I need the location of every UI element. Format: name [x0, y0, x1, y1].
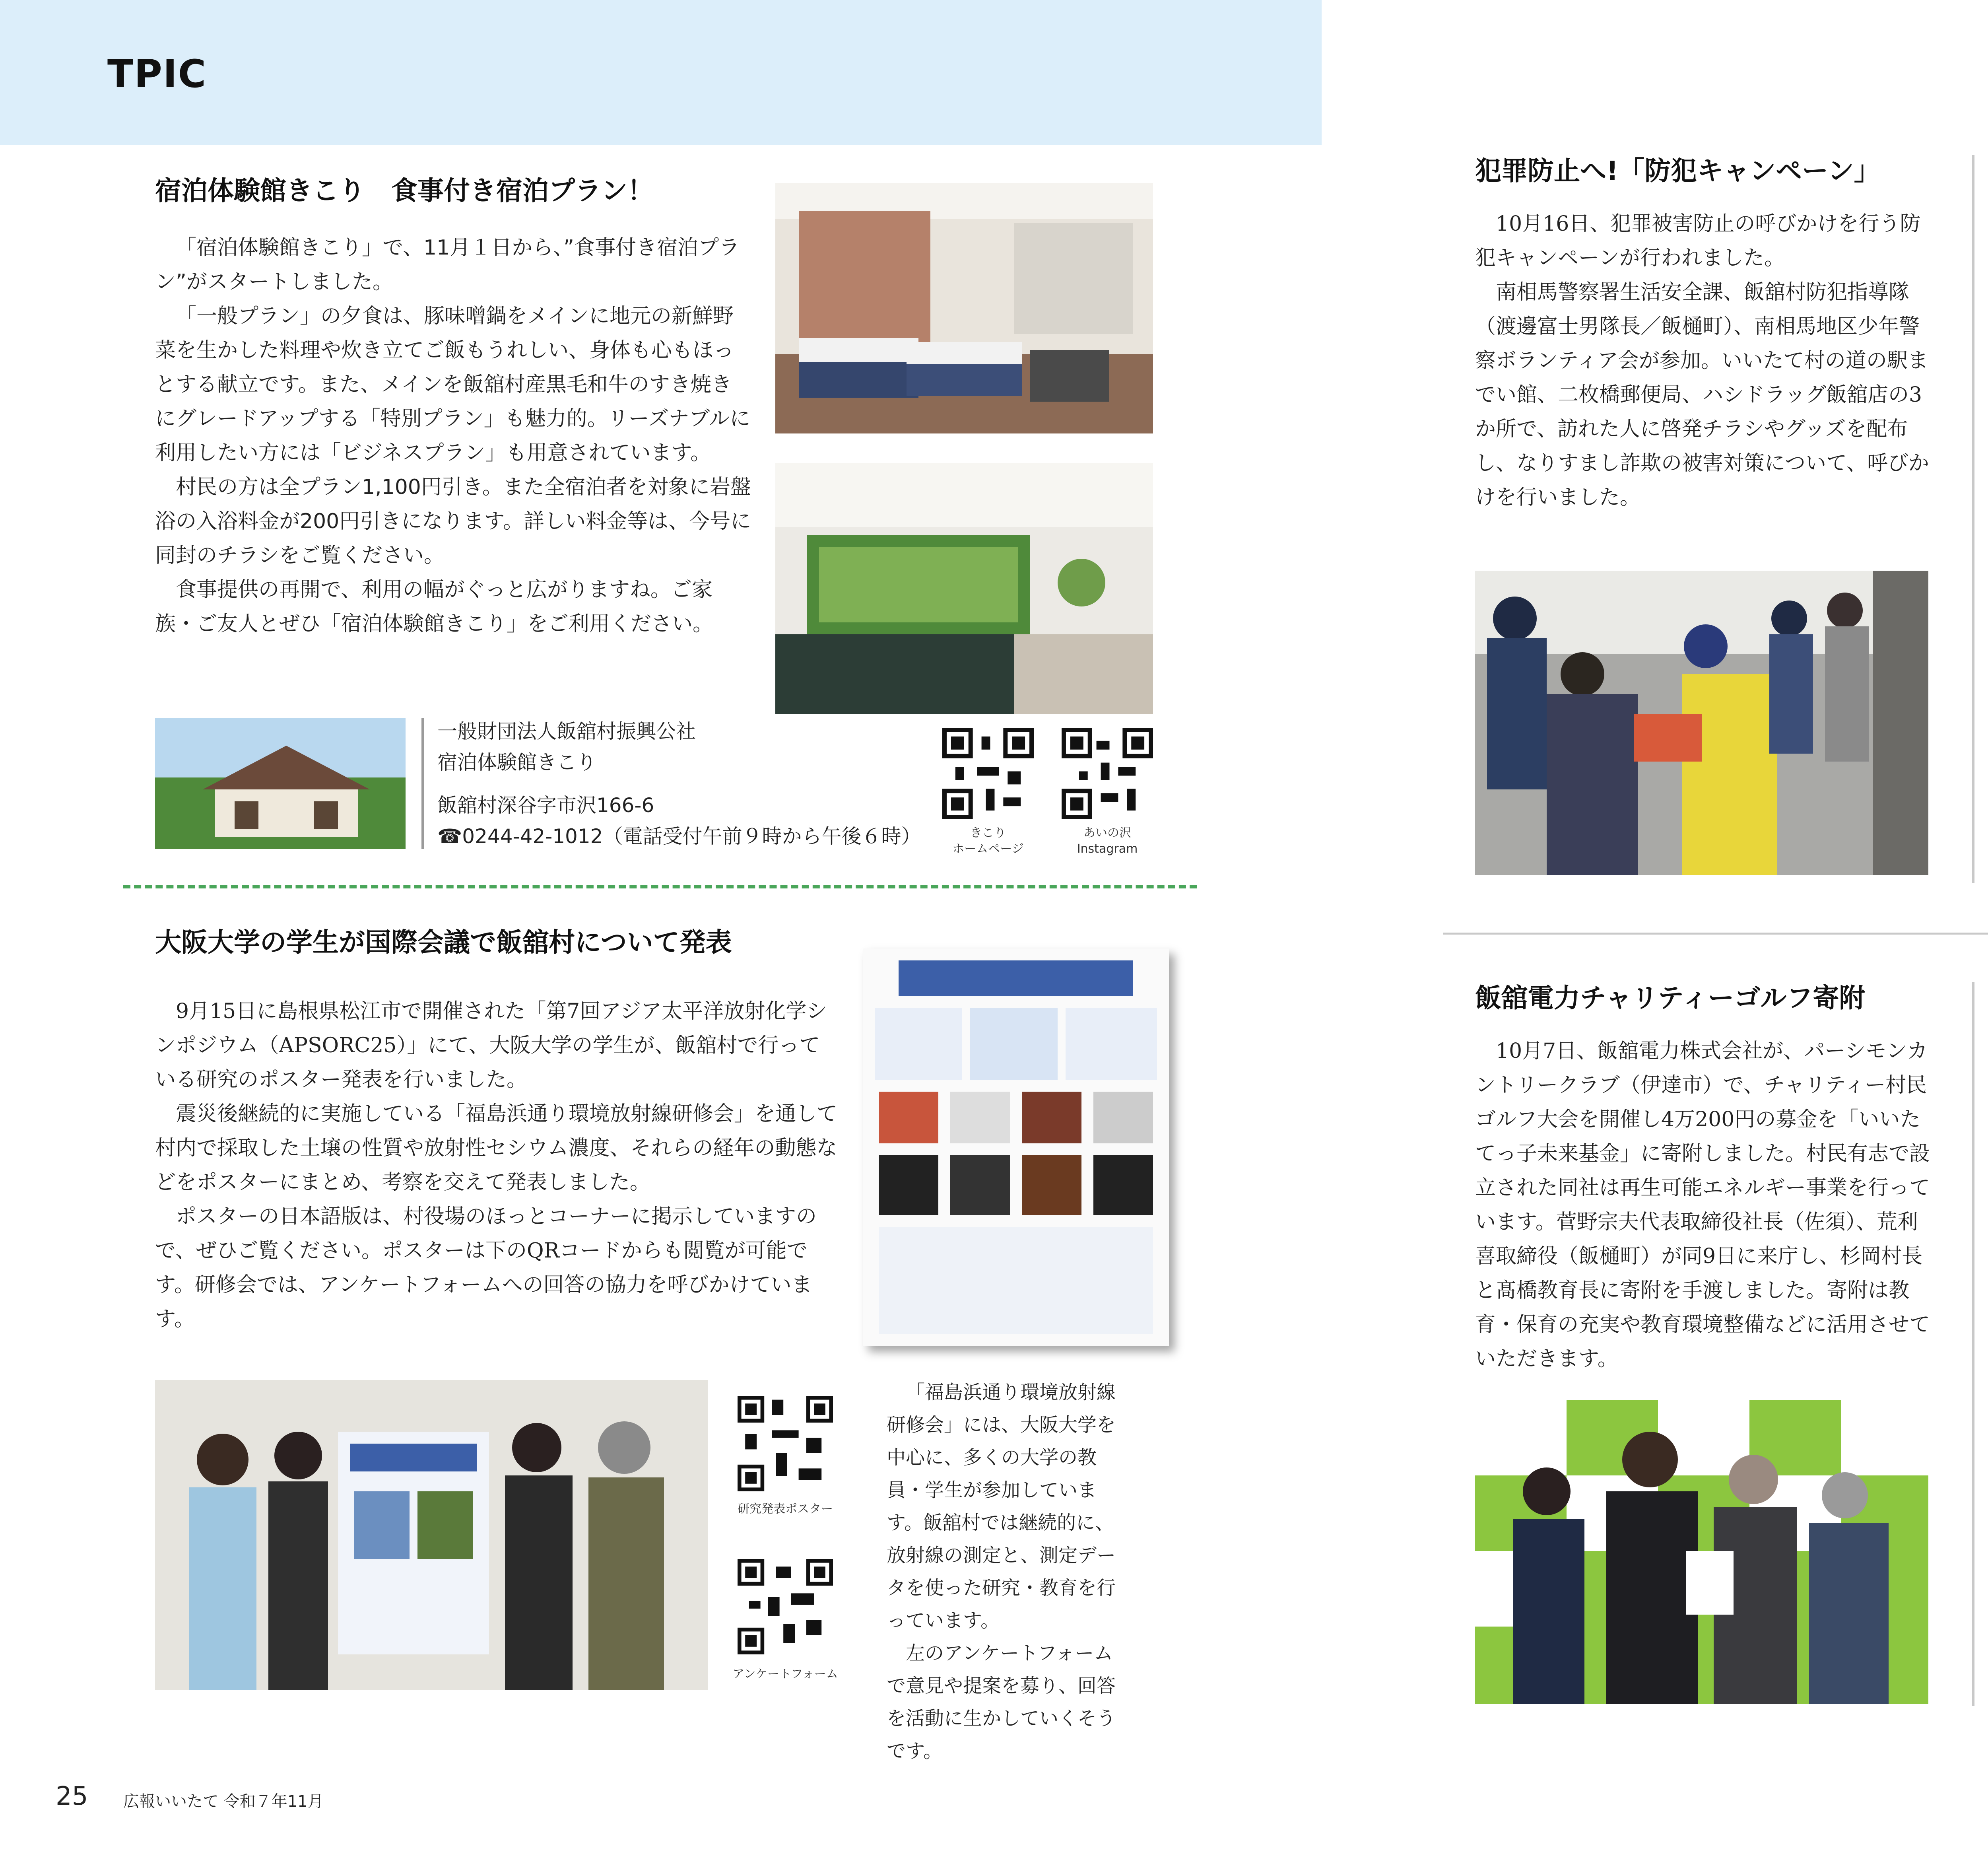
- golf-title: 飯舘電力チャリティーゴルフ寄附: [1475, 983, 1866, 1013]
- address: 飯舘村深谷字市沢166-6: [437, 794, 654, 817]
- donation-photo: [1475, 1400, 1928, 1704]
- golf-paragraph: 10月7日、飯舘電力株式会社が、パーシモンカントリークラブ（伊達市）で、チャリティー村民ゴルフ大会を開催し4万200円の募金を「いいたてっ子未来基金」に寄附しました。村民有志で設立された同社は再生可能エネルギー事業を行っています。菅野宗夫代表取締役社長（佐須）、荒利喜取締役（飯樋町）が同9日に来庁し、杉岡村長と髙橋教育長に寄附を手渡しました。寄附は教育・保育の充実や教育環境整備などに活用させていただきます。: [1475, 1039, 1930, 1371]
- row-divider: [1443, 933, 1988, 935]
- osaka-body: [155, 994, 839, 1336]
- kikori-paragraph: 食事提供の再開で、利用の幅がぐっと広がりますね。ご家族・ご友人とぜひ「宿泊体験館きこり」をご利用ください。: [155, 578, 714, 636]
- kikori-paragraph: 「宿泊体験館きこり」で、11月１日から、”食事付き宿泊プラン”がスタートしました。: [155, 236, 740, 294]
- kikori-paragraph: 村民の方は全プラン1,100円引き。また全宿泊者を対象に岩盤浴の入浴料金が200円引きになります。詳しい料金等は、今号に同封のチラシをご覧ください。: [155, 475, 751, 568]
- golf-body: [1475, 1034, 1932, 1376]
- bouhan-body: [1475, 207, 1932, 515]
- questionnaire-form-qr[interactable]: [738, 1559, 833, 1654]
- osaka-paragraph: ポスターの日本語版は、村役場のほっとコーナーに掲示していますので、ぜひご覧ください。ポスターは下のQRコードからも閲覧が可能です。研修会では、アンケートフォームへの回答の協力を呼びかけています。: [155, 1205, 817, 1331]
- form-qr-caption: アンケートフォーム: [732, 1667, 838, 1681]
- bouhan-title: 犯罪防止へ!「防犯キャンペーン」: [1475, 155, 1880, 186]
- poster-qr-caption: 研究発表ポスター: [738, 1502, 833, 1516]
- bouhan-paragraph: 10月16日、犯罪被害防止の呼びかけを行う防犯キャンペーンが行われました。: [1475, 212, 1921, 270]
- research-poster-qr[interactable]: [738, 1396, 833, 1491]
- kikori-building-photo: [155, 718, 406, 849]
- column-divider: [1972, 982, 1974, 1706]
- kikori-contact: [437, 716, 921, 852]
- article-divider: [123, 885, 1197, 888]
- students-poster-photo: [155, 1380, 708, 1690]
- side-paragraph: 「福島浜通り環境放射線研修会」には、大阪大学を中心に、多くの大学の教員・学生が参加しています。飯舘村では継続的に、放射線の測定と、測定データを使った研究・教育を行っています。: [887, 1381, 1116, 1632]
- osaka-paragraph: 9月15日に島根県松江市で開催された「第7回アジア太平洋放射化学シンポジウム（APSORC25）」にて、大阪大学の学生が、飯舘村で行っている研究のポスター発表を行いました。: [155, 999, 827, 1092]
- kikori-homepage-qr[interactable]: [942, 728, 1034, 819]
- side-paragraph: 左のアンケートフォームで意見や提案を募り、回答を活動に生かしていくそうです。: [887, 1642, 1116, 1762]
- column-divider: [1972, 155, 1974, 883]
- osaka-paragraph: 震災後継続的に実施している「福島浜通り環境放射線研修会」を通して村内で採取した土壌の性質や放射性セシウム濃度、それらの経年の動態などをポスターにまとめ、考察を交えて発表しました。: [155, 1102, 838, 1194]
- bouhan-paragraph: 南相馬警察署生活安全課、飯舘村防犯指導隊（渡邊富士男隊長／飯樋町）、南相馬地区少年警察ボランティア会が参加。いいたて村の道の駅までい館、二枚橋郵便局、ハシドラッグ飯舘店の3か所で、訪れた人に啓発チラシやグッズを配布し、なりすまし詐欺の被害対策について、呼びかけを行いました。: [1475, 280, 1929, 509]
- osaka-side-note: [887, 1376, 1121, 1767]
- research-poster-image: [863, 948, 1169, 1346]
- org-name: 一般財団法人飯舘村振興公社: [437, 720, 696, 743]
- ainosawa-instagram-qr[interactable]: [1062, 728, 1153, 819]
- bath-photo: [775, 463, 1153, 714]
- facility-name: 宿泊体験館きこり: [437, 751, 596, 774]
- osaka-title: 大阪大学の学生が国際会議で飯舘村について発表: [155, 927, 732, 958]
- page-number-left: 25: [56, 1782, 88, 1811]
- kikori-qr-caption: きこり ホームページ: [952, 826, 1024, 856]
- kikori-paragraph: 「一般プラン」の夕食は、豚味噌鍋をメインに地元の新鮮野菜を生かした料理や炊き立てご飯もうれしい、身体も心もほっとする献立です。また、メインを飯舘村産黒毛和牛のすき焼きにグレードアップする「特別プラン」も魅力的。リーズナブルに利用したい方には「ビジネスプラン」も用意されています。: [155, 304, 751, 465]
- hotel-room-photo: [775, 183, 1153, 433]
- kikori-title: 宿泊体験館きこり 食事付き宿泊プラン！: [155, 175, 654, 206]
- phone: ☎0244-42-1012（電話受付午前９時から午後６時）: [437, 825, 921, 848]
- instagram-qr-caption: あいの沢 Instagram: [1077, 826, 1138, 856]
- section-label: TPIC: [107, 52, 207, 96]
- campaign-photo: [1475, 571, 1928, 875]
- kikori-body: [155, 231, 751, 641]
- footer-left-label: 広報いいたて 令和７年11月: [123, 1792, 324, 1811]
- org-divider: [421, 718, 424, 849]
